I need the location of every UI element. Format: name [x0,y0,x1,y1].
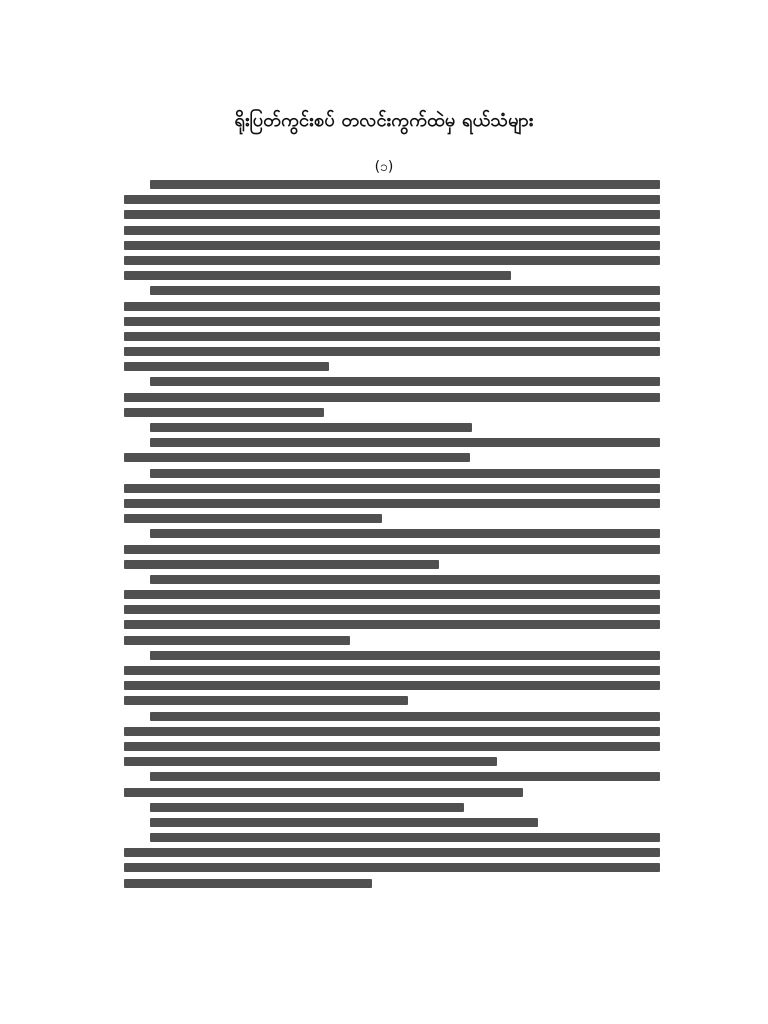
text-line [150,833,660,842]
paragraph [124,469,660,524]
text-line [124,332,660,341]
paragraph [124,438,660,462]
text-line [150,818,538,827]
text-line [150,286,660,295]
text-line [124,636,350,645]
text-line [124,681,660,690]
text-line [124,226,660,235]
text-line [124,545,660,554]
text-line [124,666,660,675]
text-line [150,712,660,721]
body-text [124,180,660,894]
text-line [124,742,660,751]
text-line [124,788,523,797]
text-line [124,302,660,311]
text-line [124,727,660,736]
text-line [150,423,472,432]
paragraph [124,377,660,416]
text-line [124,879,372,888]
text-line [150,651,660,660]
page-title: ရိုးပြတ်ကွင်းစပ် တလင်းကွက်ထဲမှ ရယ်သံများ [234,110,534,132]
text-line [124,271,511,280]
text-line [124,499,660,508]
text-line [124,620,660,629]
paragraph [124,423,660,432]
text-line [124,605,660,614]
paragraph [124,712,660,767]
text-line [124,696,408,705]
text-line [124,408,324,417]
text-line [124,210,660,219]
paragraph [124,772,660,796]
text-line [124,863,660,872]
text-line [124,848,660,857]
text-line [124,241,660,250]
paragraph [124,529,660,568]
paragraph [124,286,660,371]
paragraph [124,803,660,812]
text-line [124,393,660,402]
text-line [124,484,660,493]
text-line [124,256,660,265]
text-line [150,772,660,781]
text-line [150,803,464,812]
paragraph [124,818,660,827]
paragraph [124,651,660,706]
paragraph [124,575,660,645]
text-line [124,590,660,599]
text-line [124,317,660,326]
text-line [150,469,660,478]
text-line [124,757,497,766]
text-line [150,438,660,447]
paragraph [124,180,660,280]
text-line [124,347,660,356]
chapter-mark: (၁) [374,159,394,175]
paragraph [124,833,660,888]
text-line [124,514,382,523]
text-line [124,453,470,462]
text-line [150,529,660,538]
text-line [150,575,660,584]
text-line [150,377,660,386]
text-line [124,195,660,204]
text-line [150,180,660,189]
text-line [124,362,329,371]
text-line [124,560,439,569]
